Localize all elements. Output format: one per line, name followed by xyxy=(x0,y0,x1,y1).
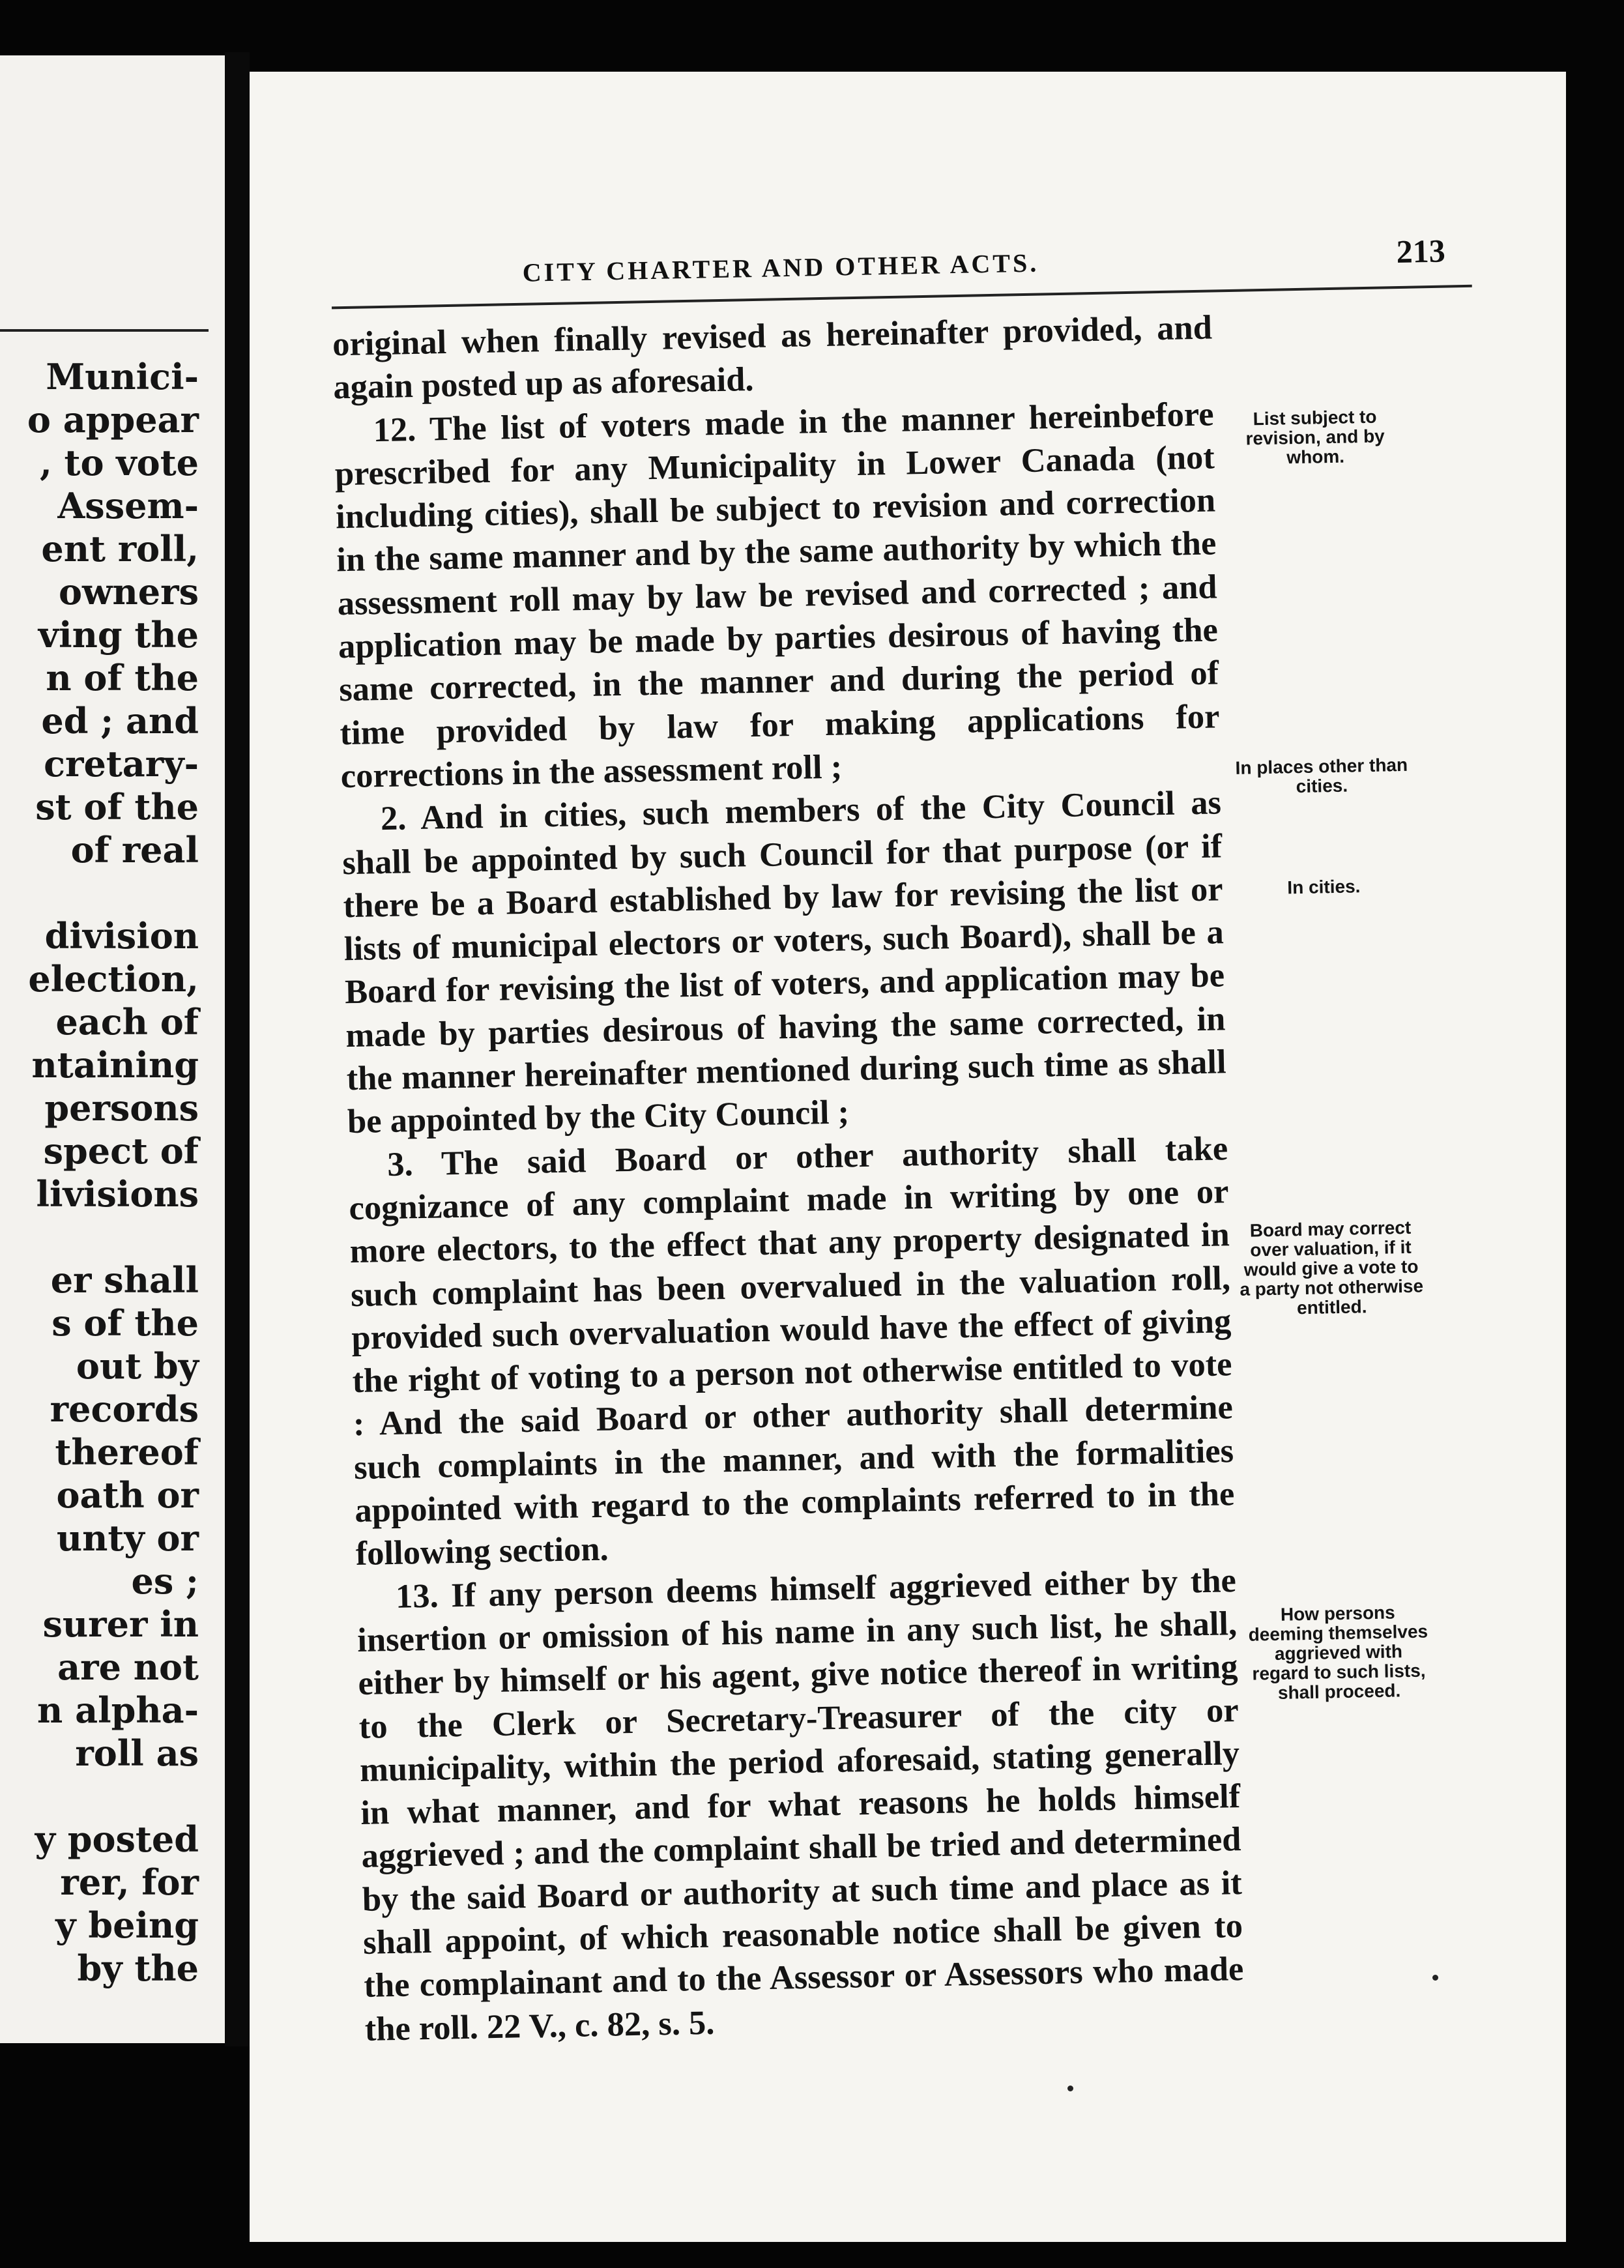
header-rule xyxy=(332,285,1472,310)
margin-note-list-subject: List subject to revision, and by whom. xyxy=(1245,406,1385,468)
left-line: division xyxy=(44,915,199,957)
margin-note-in-cities: In cities. xyxy=(1287,876,1361,898)
left-line: st of the xyxy=(35,786,199,828)
speck-mark xyxy=(1432,1975,1438,1981)
left-line: o appear xyxy=(27,399,199,441)
section-12-subsection-2: 2. And in cities, such members of the City Council as shall be appointed by such Council for that purpose (or if there be a Board established by law for revising the list or lists of municipal electors or voters, such Board), shall be a Board for revising the list of voters, and application may be made by parties desirous of having the same corrected, in the manner hereinafter mentioned during such time as shall be appointed by the City Council ; xyxy=(341,783,1227,1141)
left-line: rer, for xyxy=(60,1861,199,1903)
section-13: 13. If any person deems himself aggrieved either by the insertion or omission of his name in any such list, he shall, either by himself or his agent, give notice thereof in writing to the Clerk or Secretary-Treasurer of the city or municipality, within the period aforesaid, stating generally in what manner, and for what reasons he holds himself aggrieved ; and the complaint shall be tried and determined by the said Board or authority at such time and place as it shall appoint, of which reasonable notice shall be given to the complainant and to the Assessor or Assessors who made the roll. 22 V., c. 82, s. 5. xyxy=(356,1561,1244,2048)
left-line: n alpha- xyxy=(37,1689,199,1731)
speck-mark xyxy=(1067,2086,1073,2091)
margin-note-board-overvaluation: Board may correct over valuation, if it would give a vote to a party not otherwise entitled. xyxy=(1240,1217,1424,1318)
left-line: ntaining xyxy=(31,1044,199,1086)
book-gutter xyxy=(225,52,250,2046)
paragraph-continuation: original when finally revised as hereinafter provided, and again posted up as aforesaid. xyxy=(332,308,1213,407)
left-line: thereof xyxy=(55,1431,199,1473)
margin-note-aggrieved-persons: How persons deeming themselves aggrieved with regard to such lists, shall proceed. xyxy=(1248,1602,1428,1703)
left-line: records xyxy=(50,1388,199,1430)
page-number: 213 xyxy=(1396,232,1446,270)
left-line: y posted xyxy=(35,1818,199,1860)
left-line: er shall xyxy=(50,1259,199,1301)
margin-notes xyxy=(1218,302,1428,1703)
left-page-header-rule xyxy=(0,329,209,332)
margin-note-other-places: In places other than cities. xyxy=(1235,754,1408,797)
left-line: of real xyxy=(70,829,199,871)
left-line: out by xyxy=(76,1345,199,1387)
left-line: ving the xyxy=(38,614,199,656)
main-page xyxy=(250,72,1566,2242)
left-line: ent roll, xyxy=(41,528,199,570)
page-content xyxy=(250,72,1566,2242)
left-line: s of the xyxy=(51,1302,199,1344)
left-line-gap xyxy=(0,1775,199,1818)
left-line: Assem- xyxy=(57,485,199,527)
left-line: roll as xyxy=(75,1732,199,1774)
left-line: cretary- xyxy=(44,743,199,785)
running-head: CITY CHARTER AND OTHER ACTS. xyxy=(522,248,1039,287)
left-line: surer in xyxy=(42,1603,199,1645)
left-line: oath or xyxy=(56,1474,199,1516)
left-line: election, xyxy=(28,958,199,1000)
body-text xyxy=(332,306,1245,2050)
section-12-subsection-3: 3. The said Board or other authority shall take cognizance of any complaint made in writing by one or more electors, to the effect that any property designated in such complaint has been overvalued in the valuation roll, provided such overvaluation would have the effect of giving the right of voting to a person not otherwise entitled to vote : And the said Board or other authority shall determine such complaints in the manner, and with the formalities appointed with regard to the complaints referred to in the following section. xyxy=(349,1129,1235,1573)
left-page-fragment xyxy=(0,55,225,2043)
left-line: y being xyxy=(55,1904,199,1946)
left-line-gap xyxy=(0,1215,199,1258)
section-12: 12. The list of voters made in the manner hereinbefore prescribed for any Municipality in Lower Canada (not including cities), shall be subject to revision and correction in the same manner and by the same authority by which the assessment roll may by law be revised and corrected ; and application may be made by parties desirous of having the same corrected, in the manner and during the period of time provided by law for making applications for corrections in the assessment roll ; xyxy=(334,395,1220,796)
left-line-gap xyxy=(0,871,199,914)
left-line: spect of xyxy=(43,1130,199,1172)
left-line: es ; xyxy=(131,1560,199,1602)
left-line: by the xyxy=(77,1947,199,1989)
left-line: n of the xyxy=(46,657,199,699)
left-line: are not xyxy=(57,1646,199,1688)
left-line: Munici- xyxy=(46,356,199,398)
left-line: ed ; and xyxy=(41,700,199,742)
left-line: unty or xyxy=(56,1517,199,1559)
left-line: each of xyxy=(55,1001,199,1043)
left-page-text xyxy=(0,355,199,1990)
left-line: livisions xyxy=(36,1173,199,1215)
left-line: , to vote xyxy=(39,442,199,484)
left-line: persons xyxy=(44,1087,199,1129)
left-line: owners xyxy=(59,571,199,613)
